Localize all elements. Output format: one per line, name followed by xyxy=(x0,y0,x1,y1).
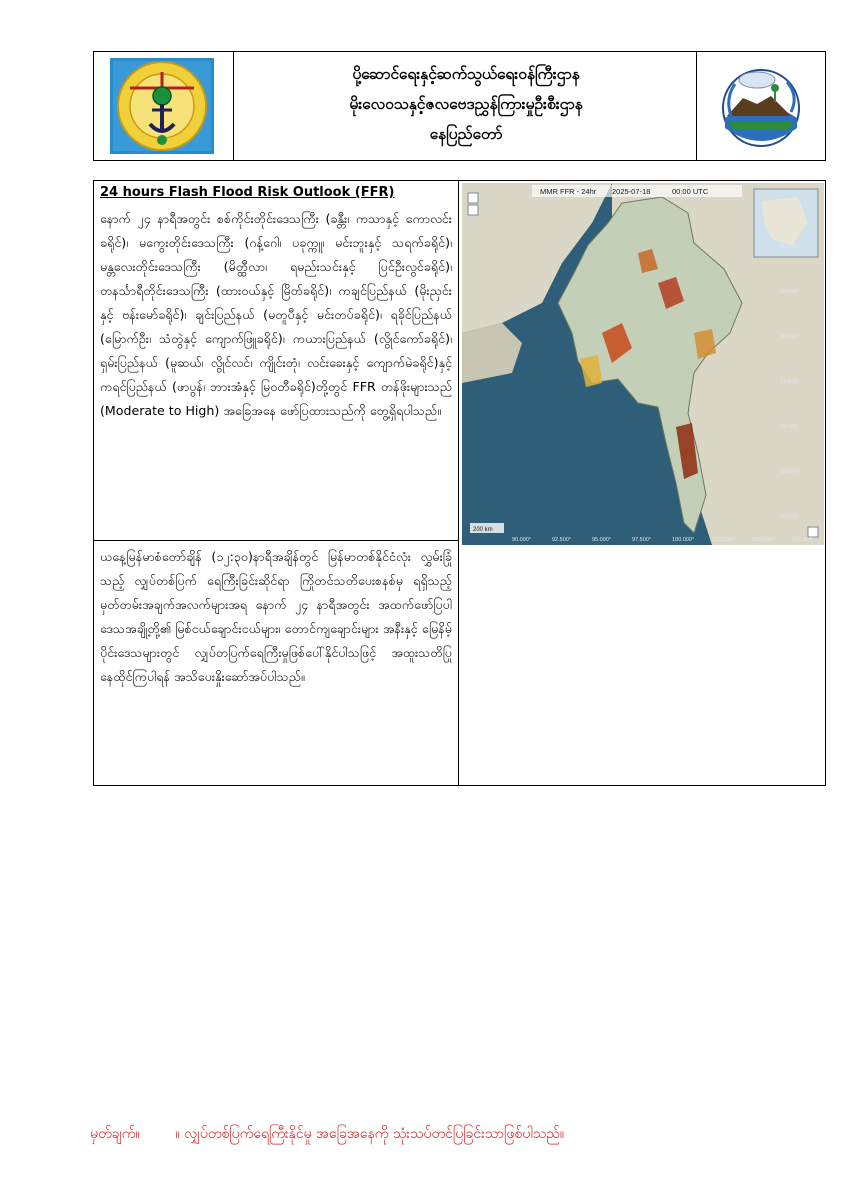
header-logo-right-cell xyxy=(696,52,825,160)
lon-label: 105.000° xyxy=(752,537,775,543)
header-logo-cell xyxy=(94,52,234,160)
lat-label: 20.000° xyxy=(780,334,800,340)
map-date: 2025-07-18 xyxy=(612,187,651,196)
footer-text: ။ လျှပ်တစ်ပြက်ရေကြီးနိုင်မှု အခြေအနေကို သုံးသပ်တင်ပြခြင်းသာဖြစ်ပါသည်။ xyxy=(175,1126,564,1142)
ffr-map-svg xyxy=(462,183,824,545)
hydrology-logo xyxy=(713,58,809,154)
map-title: MMR FFR - 24hr xyxy=(540,187,597,196)
lon-label: 102.500° xyxy=(712,537,735,543)
lat-label: 17.500° xyxy=(780,379,800,385)
info-icon[interactable] xyxy=(808,527,818,537)
zoom-out-icon[interactable] xyxy=(468,205,478,215)
paragraph-separator xyxy=(94,540,458,541)
lat-label: 10.000° xyxy=(780,514,800,520)
map-time: 00:00 UTC xyxy=(672,187,709,196)
lon-label: 95.000° xyxy=(592,537,612,543)
department-name: မိုးလေဝသနှင့်ဇလဗေဒညွှန်ကြားမှုဦးစီးဌာန xyxy=(349,95,583,113)
lat-label: 12.500° xyxy=(780,469,800,475)
lon-label: 92.500° xyxy=(552,537,572,543)
footer-note xyxy=(90,1124,564,1145)
footer-label: မှတ်ချက်။ xyxy=(90,1126,140,1142)
ministry-name: ပို့ဆောင်ရေးနှင့်ဆက်သွယ်ရေးဝန်ကြီးဌာန xyxy=(352,65,580,83)
risk-regions-paragraph: နောက် ၂၄ နာရီအတွင်း စစ်ကိုင်းတိုင်းဒေသကြီး (ခန္တီး၊ ကသာနှင့် ကောလင်းခရိုင်)၊ မကွေးတိုင်းဒေသကြီး (ဂန့်ဂေါ၊ ပခုက္ကူ၊ မင်းဘူးနှင့် သရက်ခရိုင်)၊ မန္တလေးတိုင်းဒေသကြီး (မိတ္ထီလာ၊ ရမည်းသင်းနှင့် ပြင်ဦးလွင်ခရိုင်)၊ တနင်္သာရီတိုင်းဒေသကြီး (ထားဝယ်နှင့် မြိတ်ခရိုင်)၊ ကချင်ပြည်နယ် (မိုးညှင်းနှင့် ဗန်းမော်ခရိုင်)၊ ချင်းပြည်နယ် (မတူပီနှင့် မင်းတပ်ခရိုင်)၊ ရခိုင်ပြည်နယ် (မြောက်ဦး၊ သံတွဲနှင့် ကျောက်ဖြူခရိုင်)၊ ကယားပြည်နယ် (လွိုင်ကော်ခရိုင်)၊ ရှမ်းပြည်နယ် (မူဆယ်၊ လွိုင်လင်၊ ကျိုင်းတုံ၊ လင်းခေးနှင့် ကျောက်မဲခရိုင်)နှင့် ကရင်ပြည်နယ် (ဖာပွန်၊ ဘားအံနှင့် မြဝတီခရိုင်)တို့တွင် FFR တန်ဖိုးများသည် (Moderate to High) အခြေအနေ ဖော်ပြထားသည်ကို တွေ့ရှိရပါသည်။ xyxy=(100,211,452,418)
city-name: နေပြည်တော် xyxy=(429,125,503,143)
lat-label: 27.500° xyxy=(780,199,800,205)
zoom-in-icon[interactable] xyxy=(468,193,478,203)
lon-label: 107.500° xyxy=(792,537,815,543)
ffr-map xyxy=(462,183,824,545)
lat-label: 25.000° xyxy=(780,244,800,250)
lon-label: 90.000° xyxy=(512,537,532,543)
scale-label: 200 km xyxy=(473,527,493,533)
bulletin-table xyxy=(93,180,826,786)
warning-paragraph: ယနေ့မြန်မာစံတော်ချိန် (၁၂:၃၀)နာရီအချိန်တွင် မြန်မာတစ်နိုင်ငံလုံး လွှမ်းခြုံသည့် လျှပ်တစ်ပြက် ရေကြီးခြင်းဆိုင်ရာ ကြိုတင်သတိပေးစနစ်မှ ရရှိသည့် မှတ်တမ်းအချက်အလက်များအရ နောက် ၂၄ နာရီအတွင်း အထက်ဖော်ပြပါ ဒေသအချို့တို့၏ မြစ်ငယ်ချောင်းငယ်များ၊ တောင်ကျချောင်းများ အနီးနှင့် မြေနိမ့်ပိုင်းဒေသများတွင် လျှပ်တပြက်ရေကြီးမှုဖြစ်ပေါ်နိုင်ပါသဖြင့် အထူးသတိပြု နေထိုင်ကြပါရန် အသိပေးနှိုးဆော်အပ်ပါသည်။ xyxy=(100,549,452,684)
dmh-ministry-emblem xyxy=(110,58,214,154)
lon-label: 97.500° xyxy=(632,537,652,543)
bulletin-heading: 24 hours Flash Flood Risk Outlook (FFR) xyxy=(100,185,395,200)
lat-label: 15.000° xyxy=(780,424,800,430)
lon-label: 100.000° xyxy=(672,537,695,543)
column-divider xyxy=(458,181,459,785)
header-title-cell xyxy=(233,52,699,160)
lat-label: 22.500° xyxy=(780,289,800,295)
header-table xyxy=(93,51,826,161)
